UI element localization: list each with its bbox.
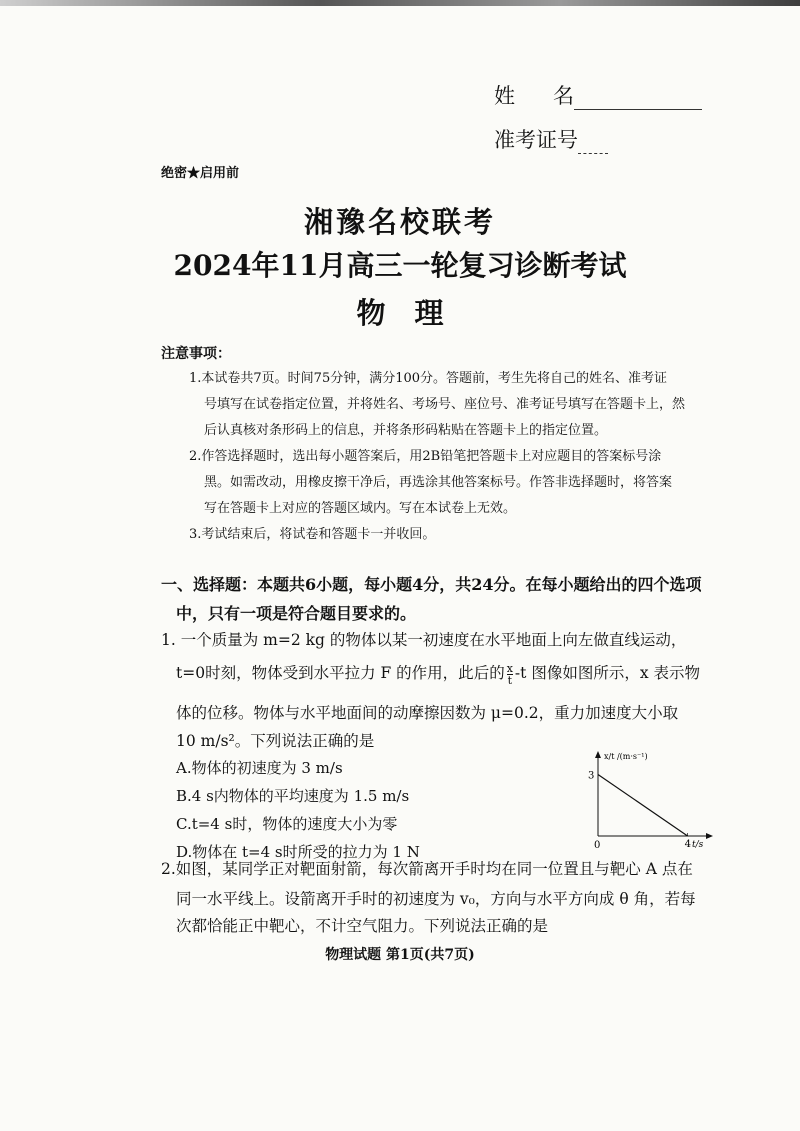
- note-line: 写在答题卡上对应的答题区域内。写在本试卷上无效。: [204, 501, 517, 516]
- name-blank[interactable]: [574, 87, 702, 110]
- option-c: C.t=4 s时，物体的速度大小为零: [176, 815, 398, 833]
- q1-line: 10 m/s²。下列说法正确的是: [176, 732, 375, 750]
- x-axis-arrow: [706, 833, 713, 839]
- option-d: D.物体在 t=4 s时所受的拉力为 1 N: [176, 843, 420, 861]
- subject-title: 物 理: [356, 296, 444, 330]
- q1-text: -t 图像如图所示，x 表示物: [514, 664, 700, 682]
- fraction-denominator: t: [507, 673, 513, 687]
- page-footer: 物理试题 第1页(共7页): [325, 947, 475, 963]
- name-label-a: 姓: [494, 84, 515, 108]
- q2-line: 同一水平线上。设箭离开手时的初速度为 v₀，方向与水平方向成 θ 角，若每: [176, 890, 696, 908]
- q1-text: t=0时刻，物体受到水平拉力 F 的作用，此后的: [176, 664, 505, 682]
- y-axis-arrow: [595, 751, 601, 758]
- exam-id-label: 准考证号: [494, 128, 578, 152]
- section-heading: 一、选择题：本题共6小题，每小题4分，共24分。在每小题给出的四个选项: [161, 575, 702, 594]
- note-line: 3.考试结束后，将试卷和答题卡一并收回。: [189, 527, 436, 542]
- note-line: 1.本试卷共7页。时间75分钟，满分100分。答题前，考生先将自己的姓名、准考证: [189, 371, 668, 386]
- q2-line: 次都恰能正中靶心，不计空气阻力。下列说法正确的是: [176, 917, 549, 935]
- q2-line: 2.如图，某同学正对靶面射箭，每次箭离开手时均在同一位置且与靶心 A 点在: [161, 860, 693, 878]
- q1-line: 体的位移。物体与水平地面间的动摩擦因数为 μ=0.2，重力加速度大小取: [176, 704, 679, 722]
- confidential-mark: 绝密★启用前: [161, 166, 240, 181]
- xt-graph: [584, 750, 714, 851]
- note-line: 黑。如需改动，用橡皮擦干净后，再选涂其他答案标号。作答非选择题时，将答案: [204, 475, 673, 490]
- y-tick-label: 3: [588, 770, 595, 782]
- name-field: [494, 80, 702, 110]
- scan-edge: [0, 0, 800, 6]
- fraction-numerator: x: [506, 661, 513, 675]
- data-series-line: [598, 775, 688, 837]
- origin-label: 0: [594, 840, 601, 851]
- y-axis-label: x/t /(m·s⁻¹): [604, 752, 648, 761]
- exam-title-line1: 湘豫名校联考: [303, 205, 496, 239]
- exam-id-field: [494, 124, 608, 154]
- notes-heading: 注意事项：: [161, 346, 231, 362]
- note-line: 号填写在试卷指定位置，并将姓名、考场号、座位号、准考证号填写在答题卡上，然: [204, 397, 686, 412]
- note-line: 2.作答选择题时，选出每小题答案后，用2B铅笔把答题卡上对应题目的答案标号涂: [189, 449, 662, 464]
- section-heading-cont: 中，只有一项是符合题目要求的。: [176, 604, 417, 623]
- x-over-t-fraction: [507, 663, 513, 686]
- exam-id-blank[interactable]: [578, 131, 608, 154]
- x-tick-label: 4: [684, 839, 691, 850]
- option-a: A.物体的初速度为 3 m/s: [176, 759, 343, 777]
- name-label-b: 名: [553, 84, 574, 108]
- q1-line: [176, 661, 700, 686]
- note-line: 后认真核对条形码上的信息，并将条形码粘贴在答题卡上的指定位置。: [204, 423, 608, 438]
- option-b: B.4 s内物体的平均速度为 1.5 m/s: [176, 787, 410, 805]
- x-axis-label: t/s: [692, 840, 704, 850]
- exam-title-line2: 2024年11月高三一轮复习诊断考试: [173, 249, 627, 282]
- q1-line: 1. 一个质量为 m=2 kg 的物体以某一初速度在水平地面上向左做直线运动，: [161, 631, 687, 649]
